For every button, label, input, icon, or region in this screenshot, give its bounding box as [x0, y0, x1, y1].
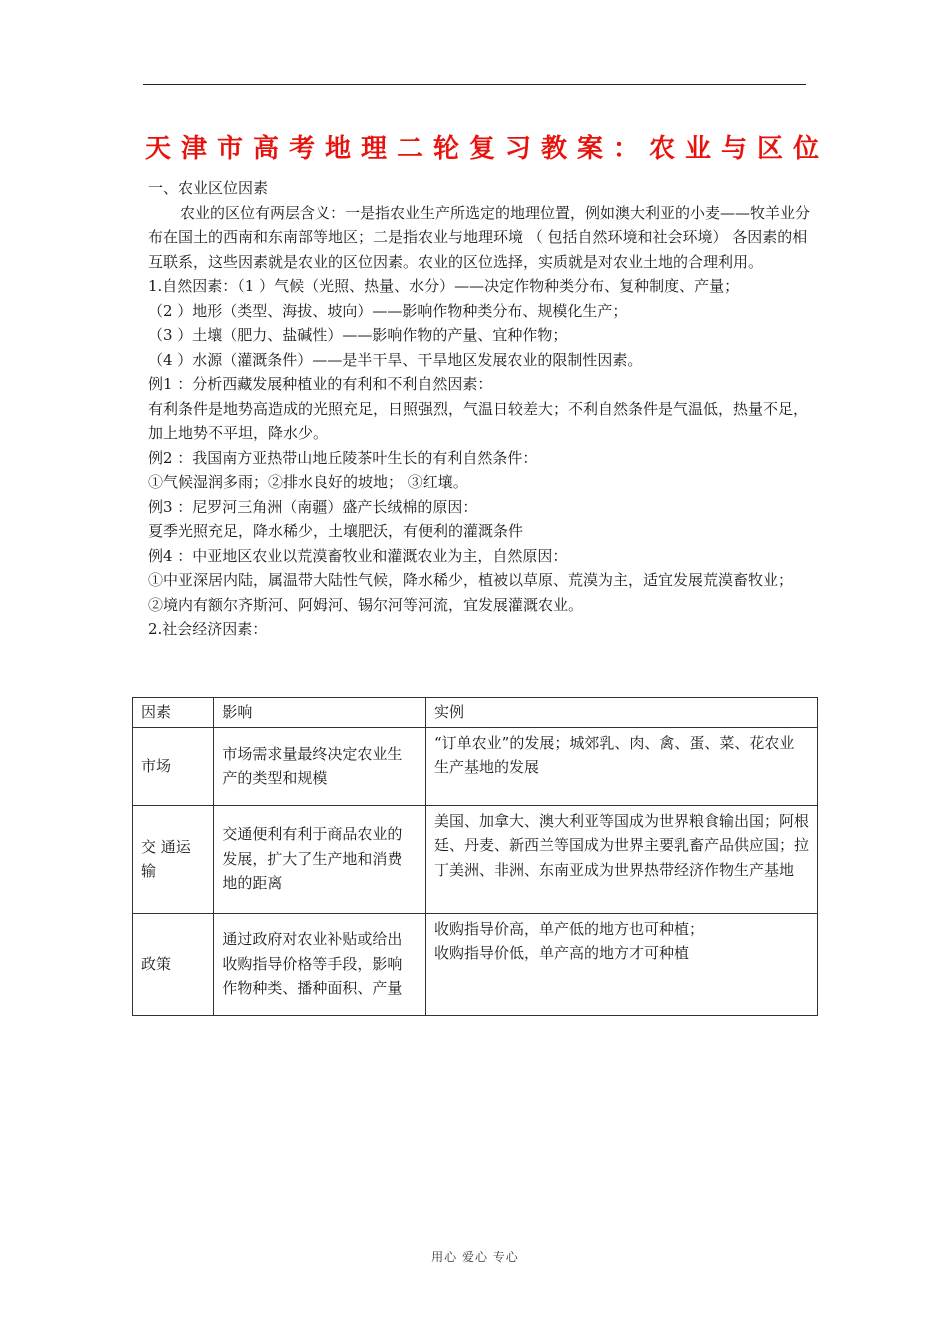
factor-cell: 政策	[133, 913, 214, 1015]
page-title: 天津市高考地理二轮复习教案：农业与区位	[145, 134, 830, 164]
example-line: 收购指导价低，单产高的地方才可种植	[434, 944, 690, 962]
example-line: 收购指导价高，单产低的地方也可种植；	[434, 919, 705, 938]
example-question: 例4 ：中亚地区农业以荒漠畜牧业和灌溉农业为主，自然原因：	[148, 546, 568, 565]
table-row	[133, 805, 818, 913]
table-row	[133, 727, 818, 805]
impact-cell: 交通便利有利于商品农业的发展，扩大了生产地和消费地的距离	[214, 805, 426, 913]
socio-economic-table	[132, 697, 818, 1016]
section-heading: 一、农业区位因素	[148, 179, 269, 197]
example-cell: 美国、加拿大、澳大利亚等国成为世界粮食输出国；阿根廷、丹麦、新西兰等国成为世界主要乳畜产品供应国；拉丁美洲、非洲、东南亚成为世界热带经济作物生产基地	[426, 805, 818, 913]
impact-cell: 市场需求量最终决定农业生产的类型和规模	[214, 727, 426, 805]
natural-factor-line: （2 ）地形（类型、海拔、坡向）——影响作物种类分布、规模化生产；	[148, 301, 628, 320]
example-cell	[426, 913, 818, 1015]
natural-factor-line: （4 ）水源（灌溉条件）——是半干旱、干旱地区发展农业的限制性因素。	[148, 350, 643, 369]
natural-factor-line: （3 ）土壤（肥力、盐碱性）——影响作物的产量、宜种作物；	[148, 326, 568, 344]
table-header-row	[133, 698, 818, 728]
section-heading: 2.社会经济因素：	[148, 620, 268, 638]
example-answer: 有利条件是地势高造成的光照充足，日照强烈，气温日较差大；不利自然条件是气温低，热量不足，加上地势不平坦，降水少。	[148, 399, 809, 442]
example-answer: 夏季光照充足，降水稀少，土壤肥沃，有便利的灌溉条件	[148, 522, 524, 540]
example-question: 例1 ：分析西藏发展种植业的有利和不利自然因素：	[148, 375, 493, 393]
factor-cell: 交 通运输	[133, 805, 214, 913]
impact-cell: 通过政府对农业补贴或给出收购指导价格等手段，影响作物种类、播种面积、产量	[214, 913, 426, 1015]
table-row	[133, 913, 818, 1015]
table-header-cell: 影响	[214, 698, 426, 728]
table-header-cell: 实例	[426, 698, 818, 728]
example-cell: “订单农业”的发展；城郊乳、肉、禽、蛋、菜、花农业生产基地的发展	[426, 727, 818, 805]
example-question: 例3 ：尼罗河三角洲（南疆）盛产长绒棉的原因：	[148, 497, 478, 516]
example-question: 例2 ：我国南方亚热带山地丘陵茶叶生长的有利自然条件：	[148, 448, 538, 467]
example-answer: ①中亚深居内陆，属温带大陆性气候，降水稀少，植被以草原、荒漠为主，适宜发展荒漠畜牧业；	[148, 571, 794, 589]
document-body	[148, 176, 813, 642]
example-answer: ②境内有额尔齐斯河、阿姆河、锡尔河等河流，宜发展灌溉农业。	[148, 595, 584, 614]
header-rule	[143, 84, 806, 85]
page-footer: 用心 爱心 专心	[431, 1250, 519, 1264]
natural-factor-line: 1.自然因素：（1 ）气候（光照、热量、水分）——决定作物种类分布、复种制度、产量；	[148, 277, 740, 295]
intro-paragraph: 农业的区位有两层含义：一是指农业生产所选定的地理位置，例如澳大利亚的小麦——牧羊业分布在国土的西南和东南部等地区；二是指农业与地理环境 （ 包括自然环境和社会环境） 各因素的相互联系，这些因素就是农业的区位因素。农业的区位选择，实质就是对农业土地的合理利用。	[148, 203, 811, 271]
table-header-cell: 因素	[133, 698, 214, 728]
example-answer: ①气候湿润多雨；②排水良好的坡地； ③红壤。	[148, 473, 468, 491]
factor-cell: 市场	[133, 727, 214, 805]
